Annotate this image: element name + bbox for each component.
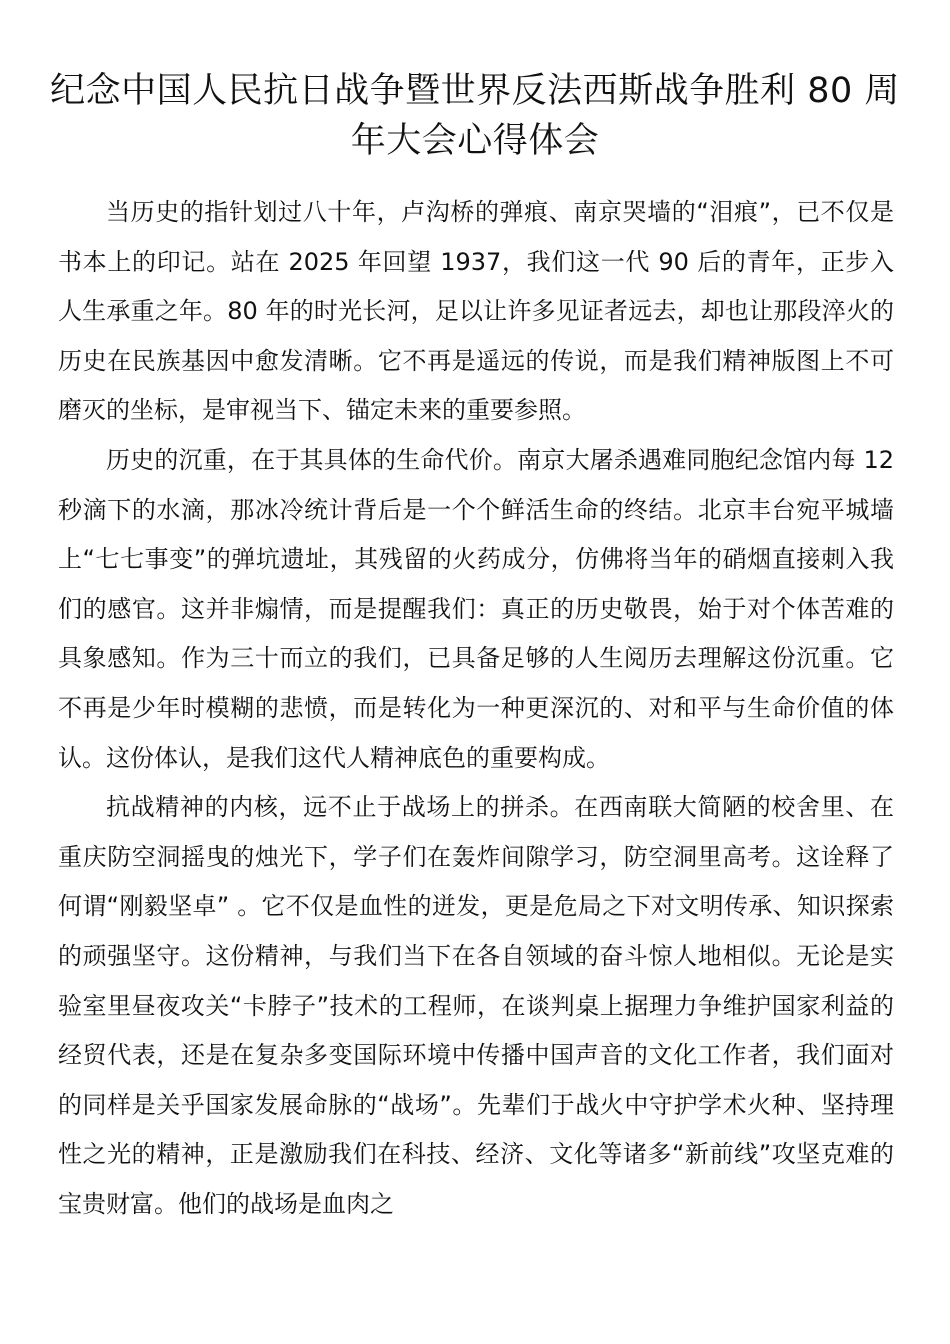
paragraph: 抗战精神的内核，远不止于战场上的拼杀。在西南联大简陋的校舍里、在重庆防空洞摇曳的烛光下，学子们在轰炸间隙学习，防空洞里高考。这诠释了何谓“刚毅坚卓” 。它不仅是血性的迸发，更是危局之下对文明传承、知识探索的顽强坚守。这份精神，与我们当下在各自领域的奋斗惊人地相似。无论是实验室里昼夜攻关“卡脖子”技术的工程师，在谈判桌上据理力争维护国家利益的经贸代表，还是在复杂多变国际环境中传播中国声音的文化工作者，我们面对的同样是关乎国家发展命脉的“战场”。先辈们于战火中守护学术火种、坚持理性之光的精神，正是激励我们在科技、经济、文化等诸多“新前线”攻坚克难的宝贵财富。他们的战场是血肉之 (58, 793, 894, 1218)
document-title: 纪念中国人民抗日战争暨世界反法西斯战争胜利 80 周年大会心得体会 (50, 71, 900, 161)
paragraph: 当历史的指针划过八十年，卢沟桥的弹痕、南京哭墙的“泪痕”，已不仅是书本上的印记。站在 2025 年回望 1937，我们这一代 90 后的青年，正步入人生承重之年。80 年的时光长河，足以让许多见证者远去，却也让那段淬火的历史在民族基因中愈发清晰。它不再是遥远的传说，而是我们精神版图上不可磨灭的坐标，是审视当下、锚定未来的重要参照。 (58, 198, 894, 425)
document-body (58, 188, 894, 1229)
paragraph: 历史的沉重，在于其具体的生命代价。南京大屠杀遇难同胞纪念馆内每 12 秒滴下的水滴，那冰冷统计背后是一个个鲜活生命的终结。北京丰台宛平城墙上“七七事变”的弹坑遗址，其残留的火药成分，仿佛将当年的硝烟直接刺入我们的感官。这并非煽情，而是提醒我们：真正的历史敬畏，始于对个体苦难的具象感知。作为三十而立的我们，已具备足够的人生阅历去理解这份沉重。它不再是少年时模糊的悲愤，而是转化为一种更深沉的、对和平与生命价值的体认。这份体认，是我们这代人精神底色的重要构成。 (58, 445, 894, 772)
